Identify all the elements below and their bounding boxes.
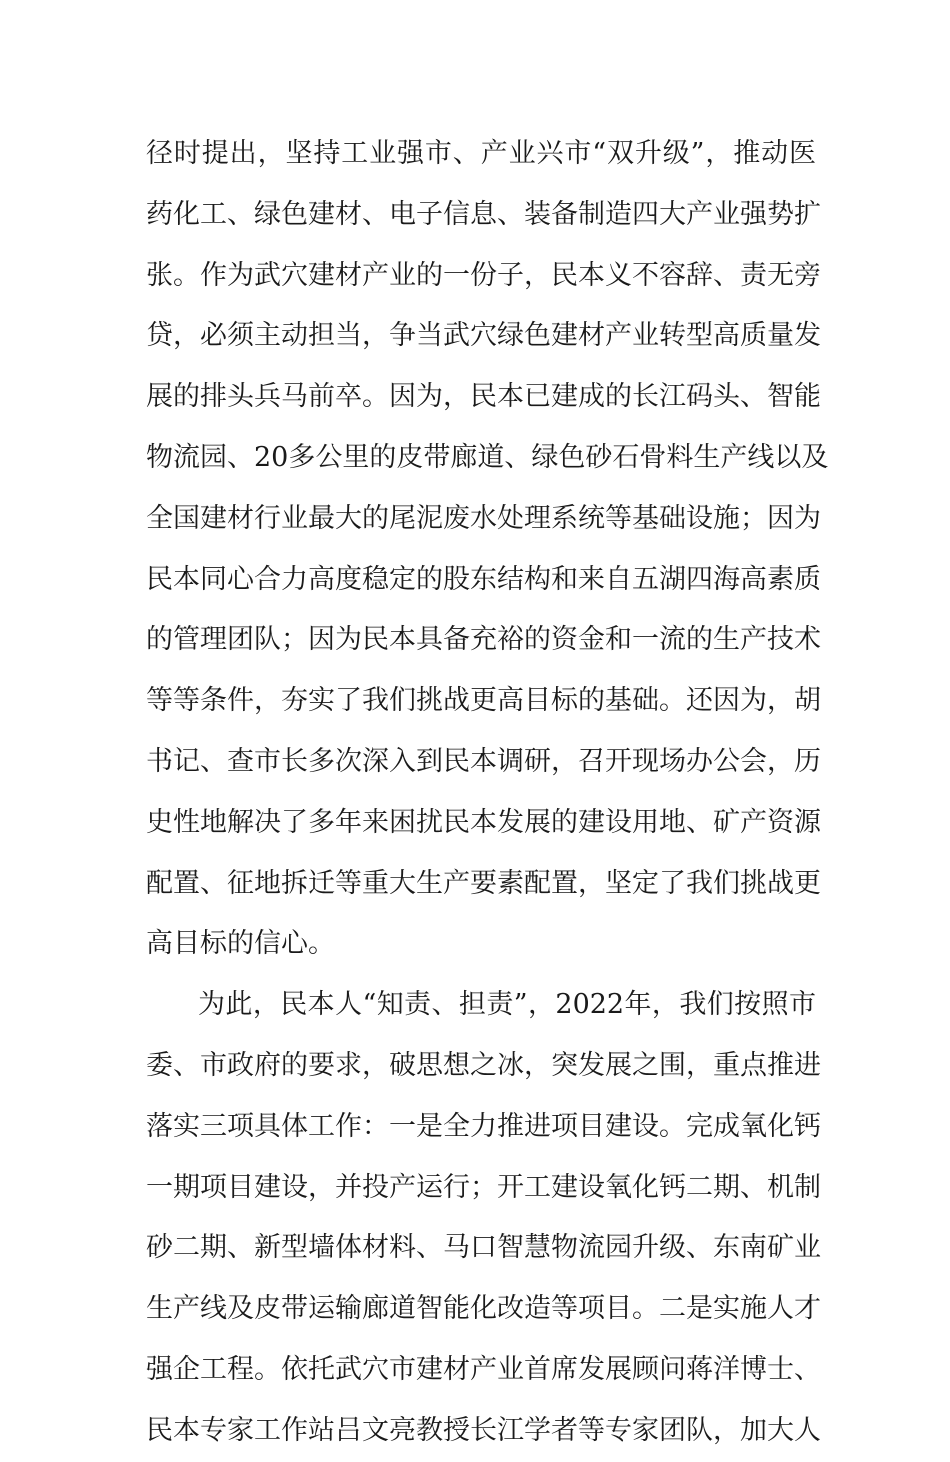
text-line: 等等条件，夯实了我们挑战更高目标的基础。还因为，胡 <box>146 685 821 717</box>
text-line: 全国建材行业最大的尾泥废水处理系统等基础设施；因为 <box>146 502 821 534</box>
text-line: 强企工程。依托武穴市建材产业首席发展顾问蒋洋博士、 <box>146 1353 821 1385</box>
text-line: 药化工、绿色建材、电子信息、装备制造四大产业强势扩 <box>146 198 821 230</box>
text-line: 书记、查市长多次深入到民本调研，召开现场办公会，历 <box>146 745 821 777</box>
text-line: 民本专家工作站吕文亮教授长江学者等专家团队，加大人 <box>146 1414 821 1446</box>
text-line: 展的排头兵马前卒。因为，民本已建成的长江码头、智能 <box>146 381 821 413</box>
text-line: 落实三项具体工作：一是全力推进项目建设。完成氧化钙 <box>146 1110 821 1142</box>
text-line: 贷，必须主动担当，争当武穴绿色建材产业转型高质量发 <box>146 320 821 352</box>
text-line: 的管理团队；因为民本具备充裕的资金和一流的生产技术 <box>146 624 821 656</box>
text-line: 配置、征地拆迁等重大生产要素配置，坚定了我们挑战更 <box>146 867 821 899</box>
text-line: 一期项目建设，并投产运行；开工建设氧化钙二期、机制 <box>146 1171 821 1203</box>
text-line: 委、市政府的要求，破思想之冰，突发展之围，重点推进 <box>146 1049 821 1081</box>
text-line: 史性地解决了多年来困扰民本发展的建设用地、矿产资源 <box>146 806 821 838</box>
text-line: 张。作为武穴建材产业的一份子，民本义不容辞、责无旁 <box>146 259 821 291</box>
text-line: 民本同心合力高度稳定的股东结构和来自五湖四海高素质 <box>146 563 821 595</box>
text-line: 物流园、20多公里的皮带廊道、绿色砂石骨料生产线以及 <box>146 441 829 473</box>
text-line: 生产线及皮带运输廊道智能化改造等项目。二是实施人才 <box>146 1293 821 1325</box>
text-line: 砂二期、新型墙体材料、马口智慧物流园升级、东南矿业 <box>146 1232 821 1264</box>
paragraph-end-line: 高目标的信心。 <box>146 928 335 960</box>
text-line: 径时提出，坚持工业强市、产业兴市“双升级”，推动医 <box>146 138 816 169</box>
paragraph-start-line: 为此，民本人“知责、担责”，2022年，我们按照市 <box>198 989 816 1021</box>
body-text <box>146 124 829 1462</box>
